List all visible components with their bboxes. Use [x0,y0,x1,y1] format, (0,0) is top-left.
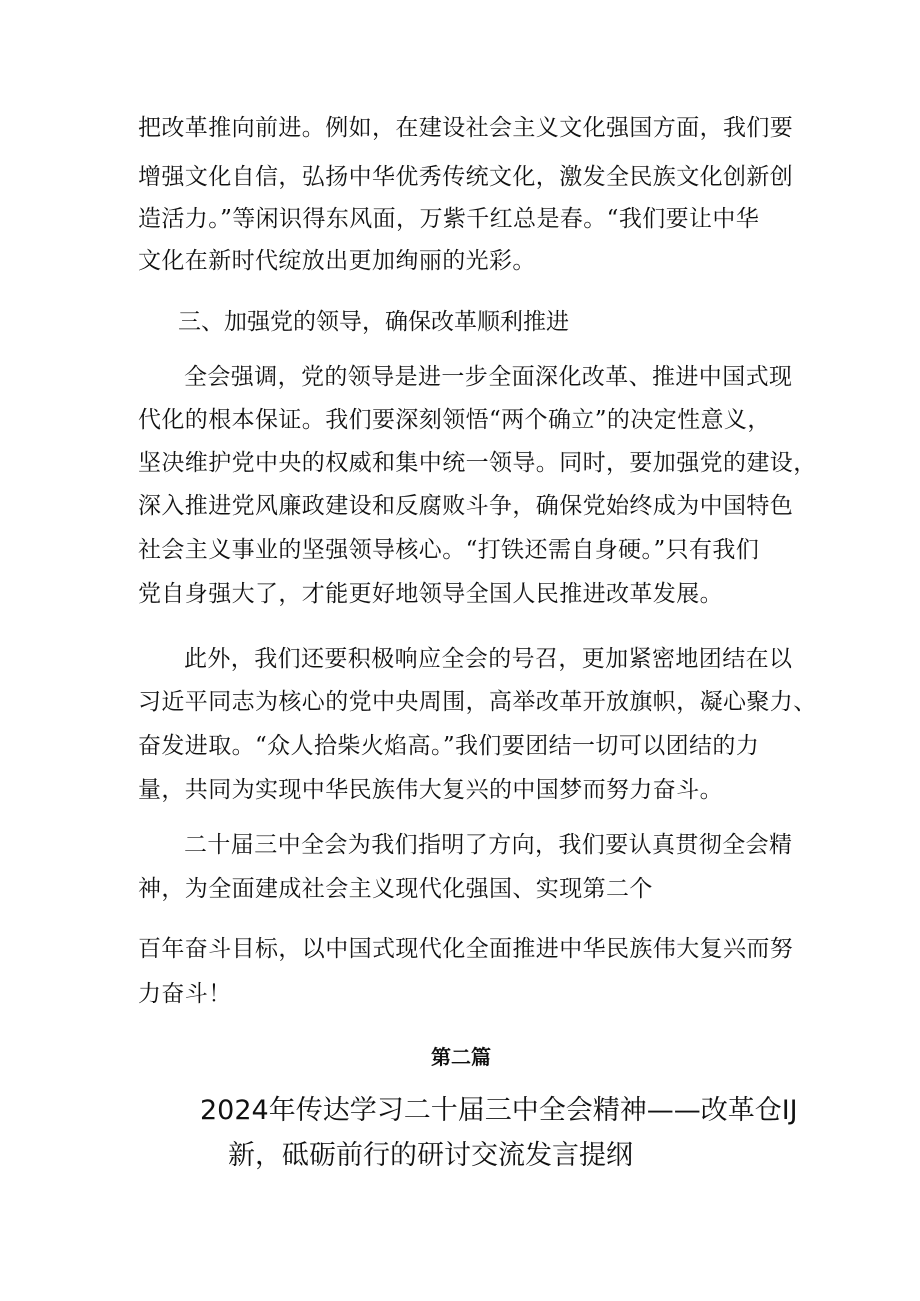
text-line: 社会主义事业的坚强领导核心。“打铁还需自身硬。”只有我们 [138,537,760,563]
part-label: 第二篇 [431,1045,491,1069]
text-line: 增强文化自信，弘扬中华优秀传统文化，激发全民族文化创新创 [138,164,794,190]
text-line: 力奋斗！ [138,981,232,1007]
text-line: 奋发进取。“众人拾柴火焰高。”我们要团结一切可以团结的力 [138,733,760,759]
text-line: 党自身强大了，才能更好地领导全国人民推进改革发展。 [138,581,723,607]
text-line: 二十届三中全会为我们指明了方向，我们要认真贯彻全会精 [184,832,793,858]
text-line: 把改革推向前进。例如，在建设社会主义文化强国方面，我们要 [138,115,794,141]
section-heading: 三、加强党的领导，确保改革顺利推进 [178,309,569,335]
text-line: 代化的根本保证。我们要深刻领悟“两个确立”的决定性意义， [138,407,771,433]
text-line: 神，为全面建成社会主义现代化强国、实现第二个 [138,876,653,902]
text-line: 量，共同为实现中华民族伟大复兴的中国梦而努力奋斗。 [138,777,723,803]
text-line: 全会强调，党的领导是进一步全面深化改革、推进中国式现 [184,364,793,390]
text-line: 此外，我们还要积极响应全会的号召，更加紧密地团结在以 [184,646,793,672]
text-line: 坚决维护党中央的权威和集中统一领导。同时，要加强党的建设， [138,450,817,476]
article-title-line: 2024年传达学习二十届三中全会精神——改革仓IJ [200,1095,798,1126]
text-line: 深入推进党风廉政建设和反腐败斗争，确保党始终成为中国特色 [138,493,794,519]
text-line: 百年奋斗目标，以中国式现代化全面推进中华民族伟大复兴而努 [138,936,794,962]
article-title-line: 新，砥砺前行的研讨交流发言提纲 [228,1140,633,1171]
text-line: 文化在新时代绽放出更加绚丽的光彩。 [138,248,536,274]
text-line: 造活力。”等闲识得东风面，万紫千红总是春。“我们要让中华 [138,206,760,232]
text-line: 习近平同志为核心的党中央周围，高举改革开放旗帜，凝心聚力、 [138,689,817,715]
